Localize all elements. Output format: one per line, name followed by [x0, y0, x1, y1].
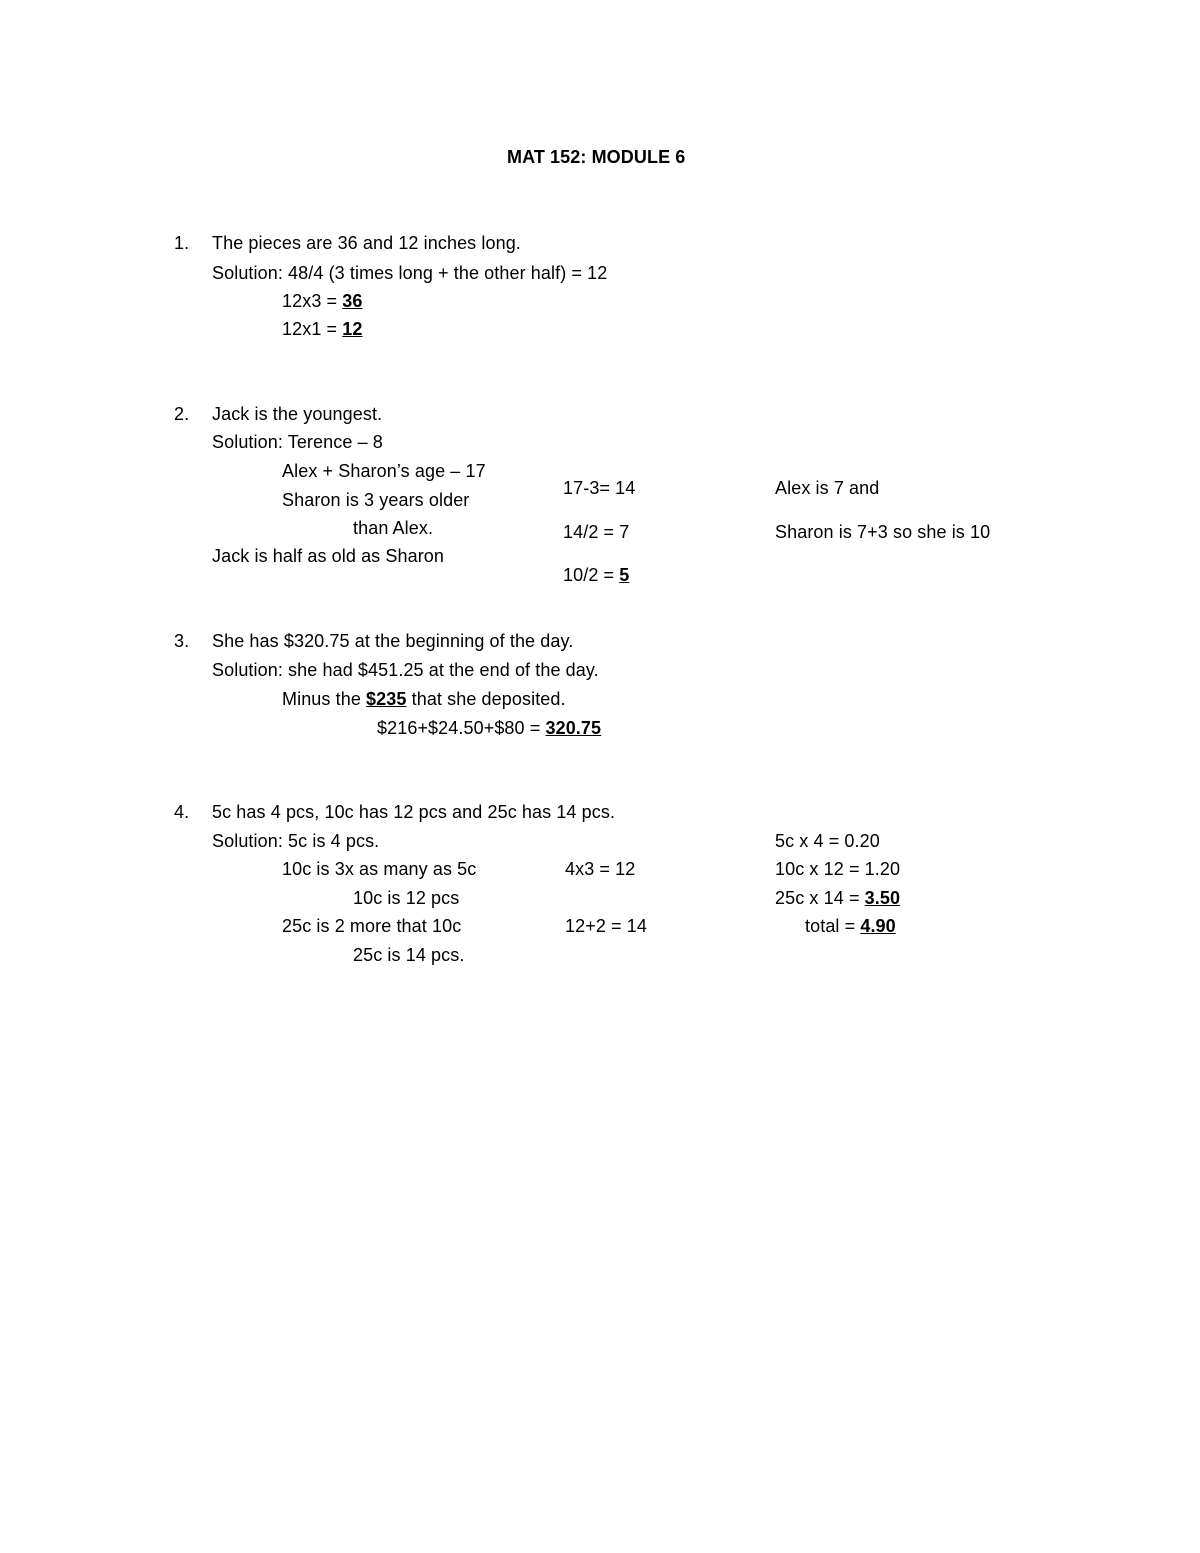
q4-value-1: 5c x 4 = 0.20: [775, 831, 880, 851]
q1-calc-1-prefix: 12x3 =: [282, 291, 343, 311]
q3-number: 3.: [174, 631, 190, 651]
q2-sharon-older: Sharon is 3 years older: [282, 490, 470, 510]
q4-value-3-result: 3.50: [864, 888, 901, 908]
q2-sharon-is: Sharon is 7+3 so she is 10: [775, 522, 991, 542]
q2-than-alex: than Alex.: [353, 518, 434, 538]
q2-calc-3-prefix: 10/2 =: [563, 565, 620, 585]
q1-calc-line-2: [282, 318, 362, 340]
q4-ten-12: 10c is 12 pcs: [353, 888, 460, 908]
q4-number: 4.: [174, 802, 190, 822]
q4-value-3: [775, 887, 900, 909]
q1-answer: The pieces are 36 and 12 inches long.: [212, 233, 521, 253]
q2-calc-2: 14/2 = 7: [563, 522, 630, 542]
q3-solution: Solution: she had $451.25 at the end of the day.: [212, 660, 599, 680]
q3-minus-amount: $235: [366, 689, 407, 709]
q4-total-result: 4.90: [860, 916, 896, 936]
q2-alex-is: Alex is 7 and: [775, 478, 880, 498]
q4-total-prefix: total =: [805, 916, 861, 936]
q1-calc-2-result: 12: [342, 319, 363, 339]
q4-twentyfive-14: 25c is 14 pcs.: [353, 945, 465, 965]
q2-alex-sharon-age: Alex + Sharon’s age – 17: [282, 461, 486, 481]
q3-minus-suffix: that she deposited.: [406, 689, 566, 709]
q1-calc-2-prefix: 12x1 =: [282, 319, 343, 339]
q2-calc-3-result: 5: [619, 565, 630, 585]
q3-sum-prefix: $216+$24.50+$80 =: [377, 718, 546, 738]
q2-calc-1: 17-3= 14: [563, 478, 636, 498]
q4-answer: 5c has 4 pcs, 10c has 12 pcs and 25c has 14 pcs.: [212, 802, 616, 822]
q4-calc-1: 4x3 = 12: [565, 859, 636, 879]
q2-solution: Solution: Terence – 8: [212, 432, 383, 452]
q3-answer: She has $320.75 at the beginning of the day.: [212, 631, 574, 651]
q1-solution: Solution: 48/4 (3 times long + the other half) = 12: [212, 263, 608, 283]
q2-answer: Jack is the youngest.: [212, 404, 383, 424]
q4-ten-3x: 10c is 3x as many as 5c: [282, 859, 477, 879]
document-title: MAT 152: MODULE 6: [507, 147, 686, 167]
q3-sum-result: 320.75: [545, 718, 602, 738]
q3-minus-line: [282, 688, 566, 710]
q3-sum-line: [377, 717, 601, 739]
q4-value-2: 10c x 12 = 1.20: [775, 859, 901, 879]
q3-minus-prefix: Minus the: [282, 689, 367, 709]
q2-number: 2.: [174, 404, 190, 424]
q1-number: 1.: [174, 233, 190, 253]
q4-value-3-prefix: 25c x 14 =: [775, 888, 865, 908]
q2-jack-half: Jack is half as old as Sharon: [212, 546, 445, 566]
q4-twentyfive-more: 25c is 2 more that 10c: [282, 916, 462, 936]
q1-calc-1-result: 36: [342, 291, 363, 311]
q1-calc-line-1: [282, 290, 362, 312]
q2-calc-3: [563, 564, 629, 586]
q4-total: [805, 915, 896, 937]
q4-calc-2: 12+2 = 14: [565, 916, 647, 936]
q4-solution: Solution: 5c is 4 pcs.: [212, 831, 380, 851]
